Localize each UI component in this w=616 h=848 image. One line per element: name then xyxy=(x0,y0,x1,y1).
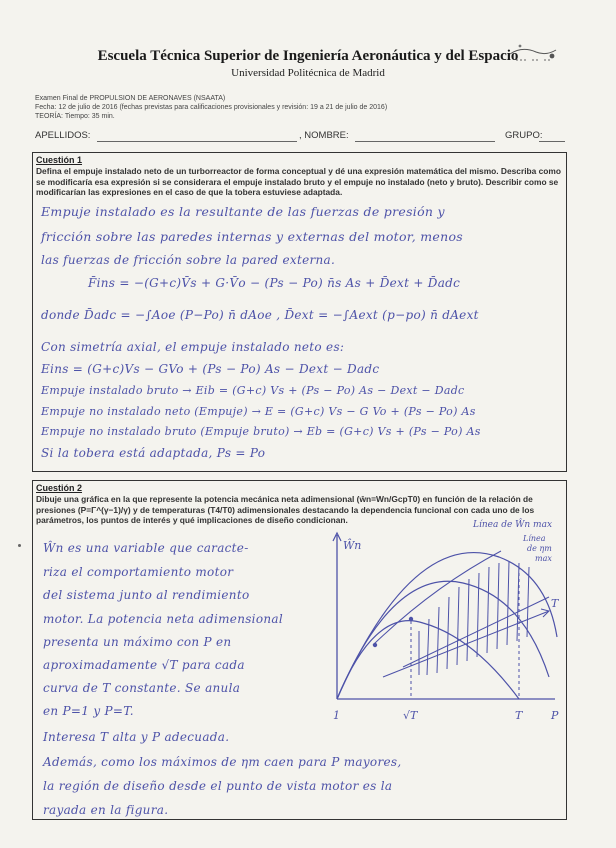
q1-prompt: Defina el empuje instalado neto de un turborreactor de forma conceptual y dé una expresión matemática del mismo. Describa como se modificaría esa expresión si se considerara el empuje instalado bruto y el empuje no instalado (neto y bruto). Describir como se modificarían las expresiones en el caso de que la tobera estuviese adaptada. xyxy=(36,166,561,197)
grupo-field[interactable] xyxy=(539,141,565,142)
university-name: Universidad Politécnica de Madrid xyxy=(231,67,385,79)
q1-answer-line: donde D̄adc = −∫Aoe (P−Po) n̄ dAoe , D̄ext = −∫Aext (p−po) n̄ dAext xyxy=(41,308,479,322)
q2-answer-line: presenta un máximo con P en xyxy=(43,635,232,649)
q1-answer-line: Empuje instalado es la resultante de las fuerzas de presión y xyxy=(41,204,445,219)
q2-answer-line: Además, como los máximos de ηm caen para P mayores, xyxy=(43,755,402,769)
max-eta-label-2: de ηm xyxy=(527,544,552,553)
t-arrow-label: T xyxy=(551,597,559,610)
question-2-box xyxy=(32,480,567,820)
x-tick-sqrt-t: √T xyxy=(403,709,418,722)
q2-prompt: Dibuje una gráfica en la que represente la potencia mecánica neta adimensional (ŵn=Wn/GcpT0) en función de la relación de presiones (P=Γ^(γ−1)/γ) y de temperaturas (T4/T0) adimensionales destacando la dependencia funcional con cada uno de los parámetros, los puntos de interés y qué implicaciones de diseño condicionan. xyxy=(36,494,535,525)
x-tick-t: T xyxy=(515,709,523,722)
q1-answer-line: Eins = (G+c)Vs − GVo + (Ps − Po) As − Dext − Dadc xyxy=(41,362,380,376)
q2-answer-line: motor. La potencia neta adimensional xyxy=(43,612,283,626)
max-wn-label: Línea de Ŵn max xyxy=(473,520,553,530)
y-axis-label: Ŵn xyxy=(343,539,362,552)
q2-answer-line: Ŵn es una variable que caracte- xyxy=(43,541,249,555)
q1-answer-line: Con simetría axial, el empuje instalado neto es: xyxy=(41,340,345,354)
q1-answer-line: Empuje no instalado neto (Empuje) → E = (G+c) Vs − G Vo + (Ps − Po) As xyxy=(41,405,476,418)
max-point xyxy=(409,617,413,621)
apellidos-field[interactable] xyxy=(97,141,297,142)
max-point xyxy=(373,643,377,647)
q1-answer-line: F̄ins = −(G+c)V̄s + G·V̄o − (Ps − Po) n̄s As + D̄ext + D̄adc xyxy=(88,276,461,290)
q1-answer-line: Si la tobera está adaptada, Ps = Po xyxy=(41,446,266,460)
margin-mark xyxy=(18,544,21,547)
q2-answer-line: la región de diseño desde el punto de vista motor es la xyxy=(43,779,393,793)
school-name: Escuela Técnica Superior de Ingeniería Aeronáutica y del Espacio xyxy=(97,48,519,64)
q2-answer-line: aproximadamente √T para cada xyxy=(43,658,245,672)
q2-answer-line: curva de T constante. Se anula xyxy=(43,681,241,695)
q1-answer-line: Empuje instalado bruto → Eib = (G+c) Vs + (Ps − Po) As − Dext − Dadc xyxy=(41,384,465,397)
nombre-label: , NOMBRE: xyxy=(299,130,349,141)
exam-title: Examen Final de PROPULSION DE AERONAVES (NSAATA) xyxy=(35,95,226,102)
grupo-label: GRUPO: xyxy=(505,130,543,141)
exam-date: Fecha: 12 de julio de 2016 (fechas previstas para calificaciones provisionales y revisión: 19 a 21 de julio de 2016) xyxy=(35,104,388,111)
max-eta-label-3: max xyxy=(535,554,552,563)
upm-logo xyxy=(506,40,560,70)
max-eta-label-1: Línea xyxy=(523,534,546,543)
q1-title: Cuestión 1 xyxy=(36,155,83,165)
x-axis-label: P xyxy=(551,709,559,722)
q1-answer-line: fricción sobre las paredes internas y externas del motor, menos xyxy=(41,229,463,244)
q2-answer-line: Interesa T alta y P adecuada. xyxy=(43,730,230,744)
q1-answer-line: Empuje no instalado bruto (Empuje bruto) → Eb = (G+c) Vs + (Ps − Po) As xyxy=(41,425,481,438)
x-tick-one: 1 xyxy=(333,709,340,722)
design-region-hatching xyxy=(419,561,529,675)
student-fields xyxy=(35,130,565,144)
wn-sketch-graph xyxy=(323,520,563,727)
max-wn-line xyxy=(373,551,501,645)
q2-answer-line: en P=1 y P=T. xyxy=(43,704,134,718)
q1-answer-line: las fuerzas de fricción sobre la pared externa. xyxy=(41,253,336,267)
nombre-field[interactable] xyxy=(355,141,495,142)
question-1-box xyxy=(32,152,567,472)
exam-time: TEORÍA: Tiempo: 35 min. xyxy=(35,113,115,120)
q2-title: Cuestión 2 xyxy=(36,483,83,493)
q2-answer-line: riza el comportamiento motor xyxy=(43,565,234,579)
q2-answer-line: rayada en la figura. xyxy=(43,803,169,817)
q2-answer-line: del sistema junto al rendimiento xyxy=(43,588,250,602)
apellidos-label: APELLIDOS: xyxy=(35,130,91,141)
